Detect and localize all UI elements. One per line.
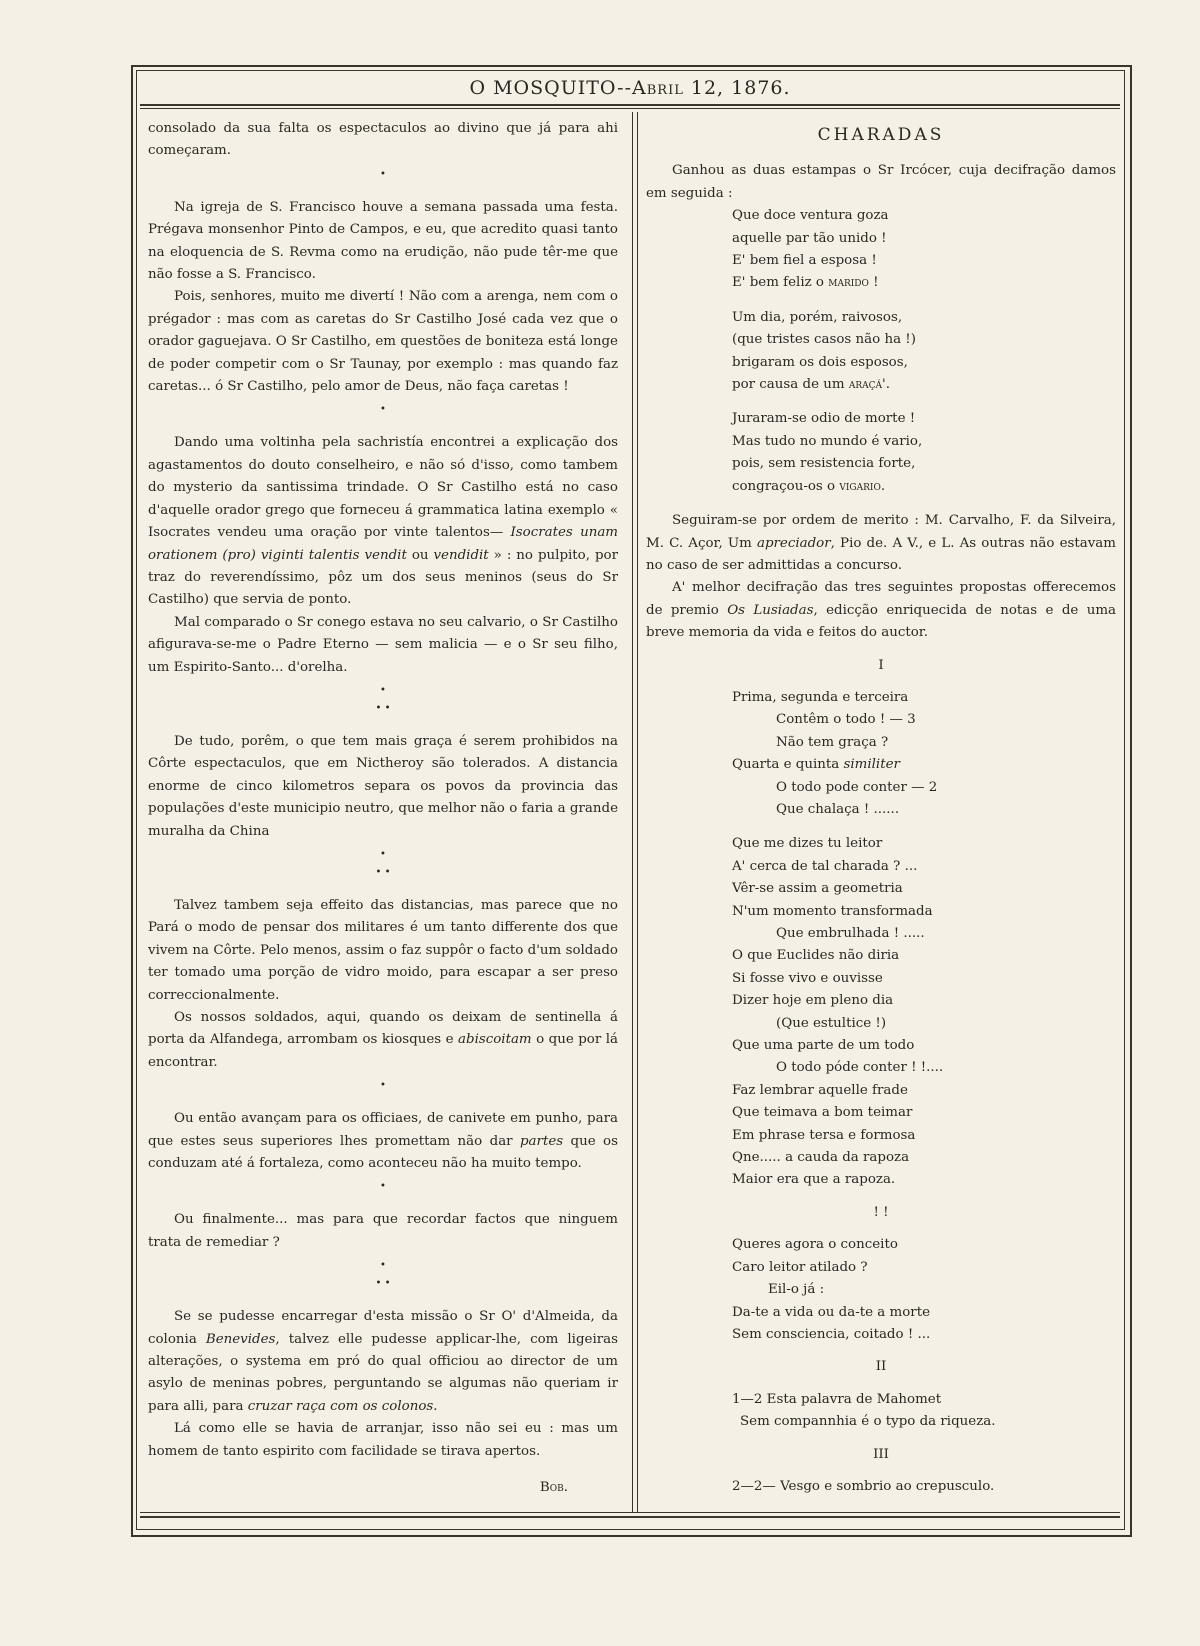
text-run: congraçou-os o	[732, 478, 840, 494]
verse-line: 1—2 Esta palavra de Mahomet	[732, 1391, 942, 1407]
verse-line: O todo póde conter ! !....	[776, 1060, 944, 1076]
paragraph: Na igreja de S. Francisco houve a semana passada uma festa. Prégava monsenhor Pinto de Campos, e eu, que acredito quasi tanto na eloquencia de S. Revma como na erudição, não pude têr-me que não fosse a S. Francisco.	[148, 199, 618, 283]
text-run: » : no pulpito, por traz do reverendíssimo, pôz um dos seus meninos (seus do Sr Castilho) que servia de ponto.	[148, 547, 619, 608]
verse-line: Sem consciencia, coitado ! ...	[732, 1326, 931, 1342]
paragraph	[148, 1306, 618, 1418]
exclamation-line: ! !	[873, 1204, 889, 1220]
section-separator: •	[380, 1260, 386, 1272]
text-run: por causa de um	[732, 377, 849, 393]
text-run: Ou então avançam para os officiaes, de canivete em punho, para que estes seus superiores lhes promettam não dar	[148, 1111, 618, 1149]
verse-line: Que doce ventura goza	[732, 208, 889, 224]
section-separator: • •	[375, 866, 391, 878]
text-run: , talvez elle pudesse applicar-lhe, com ligeiras alterações, o systema em pró do qual officiou ao director de um asylo de meninas pobres, perguntando se algumas não queriam ir para alli, para	[148, 1331, 618, 1414]
charade-number: I	[878, 657, 884, 673]
verse-line: (que tristes casos não ha !)	[732, 332, 916, 348]
paragraph: Ganhou as duas estampas o Sr Ircócer, cuja decifração damos em seguida :	[646, 163, 1116, 201]
text-run: Quarta e quinta	[732, 757, 844, 773]
verse-line: Qne..... a cauda da rapoza	[732, 1150, 910, 1166]
small-caps-text: marido	[828, 275, 869, 291]
text-run: , Pio de. A V., e L. As outras não estavam no caso de ser admittidas a concurso.	[646, 535, 1116, 573]
author-signature: Bob.	[539, 1480, 568, 1496]
header-rule-thin	[140, 108, 1120, 109]
verse-line: Juraram-se odio de morte !	[732, 411, 916, 427]
section-separator: •	[380, 1181, 386, 1193]
charade-number: III	[873, 1446, 889, 1462]
italic-text: Isocrates unam orationem (pro) viginti talentis vendit	[148, 525, 618, 563]
italic-text: vendidit	[433, 547, 489, 563]
verse-line	[732, 374, 1116, 396]
text-run: ou	[406, 547, 434, 563]
paragraph: Mal comparado o Sr conego estava no seu calvario, o Sr Castilho afigurava-se-me o Padre Eterno — sem malicia — e o Sr seu filho, um Espirito-Santo... d'orelha.	[148, 614, 618, 675]
verse-line	[732, 476, 1116, 498]
paragraph	[148, 1007, 618, 1074]
verse-line: Caro leitor atilado ?	[732, 1259, 868, 1275]
verse-stanza	[646, 205, 1116, 295]
verse-line: pois, sem resistencia forte,	[732, 456, 916, 472]
text-run: o que por lá encontrar.	[148, 1032, 618, 1070]
section-title: CHARADAS	[817, 125, 945, 145]
paragraph: Talvez tambem seja effeito das distancias, mas parece que no Pará o modo de pensar dos militares é um tanto differente dos que vivem na Côrte. Pelo menos, assim o faz suppôr o facto d'um soldado ter tomado uma porção de vidro moido, para escapar a ser preso correccionalmente.	[148, 897, 618, 1003]
paragraph	[148, 1108, 618, 1175]
text-run: Seguiram-se por ordem de merito : M. Carvalho, F. da Silveira, M. C. Açor, Um	[646, 513, 1116, 551]
verse-line: Que chalaça ! ......	[776, 801, 900, 817]
paragraph	[646, 577, 1116, 644]
verse-line: Si fosse vivo e ouvisse	[732, 970, 883, 986]
text-run: !	[868, 275, 879, 291]
verse-line: brigaram os dois esposos,	[732, 354, 908, 370]
text-run: , edicção enriquecida de notas e de uma breve memoria da vida e feitos do auctor.	[646, 602, 1116, 641]
verse-line: Maior era que a rapoza.	[732, 1172, 896, 1188]
italic-text: similiter	[843, 757, 900, 773]
verse-line: Que embrulhada ! .....	[776, 926, 925, 941]
verse-line: (Que estultice !)	[776, 1015, 887, 1031]
verse-line: Que me dizes tu leitor	[732, 836, 883, 852]
text-run: Os nossos soldados, aqui, quando os deixam de sentinella á porta da Alfandega, arrombam os kiosques e	[148, 1010, 618, 1048]
section-separator: •	[380, 404, 386, 416]
italic-text: apreciador	[756, 535, 831, 551]
text-run: Dando uma voltinha pela sachristía encontrei a explicação dos agastamentos do douto conselheiro, e não só d'isso, como tambem do mysterio da santissima trindade. O Sr Castilho está no caso d'aquelle orador grego que forneceu á grammatica latina exemplo « Isocrates vendeu uma oração por vinte talentos—	[148, 435, 618, 541]
section-separator: • •	[375, 702, 391, 714]
verse-line: aquelle par tão unido !	[732, 230, 887, 246]
verse-line: Da-te a vida ou da-te a morte	[732, 1304, 930, 1320]
verse-line: Contêm o todo ! — 3	[776, 712, 916, 728]
verse-line: O todo pode conter — 2	[776, 779, 938, 795]
charade-verse	[646, 833, 1116, 1192]
verse-stanza	[646, 307, 1116, 397]
section-separator: •	[380, 848, 386, 860]
text-run: que os conduzam até á fortaleza, como aconteceu não ha muito tempo.	[148, 1133, 618, 1172]
charade-verse	[646, 687, 1116, 821]
publication-month: Abril	[632, 77, 684, 99]
section-separator: • •	[375, 1278, 391, 1290]
italic-text: partes	[519, 1133, 564, 1149]
italic-text: Benevides	[205, 1331, 276, 1347]
publication-name: O MOSQUITO--	[469, 77, 632, 99]
publication-date: 12, 1876.	[683, 77, 791, 99]
verse-line: Mas tudo no mundo é vario,	[732, 433, 923, 449]
charade-verse	[646, 1476, 1116, 1498]
italic-text: Os Lusiadas	[727, 602, 814, 618]
verse-line: Faz lembrar aquelle frade	[732, 1082, 908, 1098]
paragraph	[646, 510, 1116, 577]
paragraph: Ou finalmente... mas para que recordar factos que ninguem trata de remediar ?	[148, 1212, 618, 1250]
small-caps-text: vigario	[839, 478, 881, 494]
verse-line: Que uma parte de um todo	[732, 1038, 915, 1054]
verse-line: Um dia, porém, raivosos,	[732, 309, 903, 325]
charade-number: II	[875, 1359, 887, 1375]
verse-line: Eil-o já :	[768, 1282, 825, 1298]
verse-line: Em phrase tersa e formosa	[732, 1127, 916, 1143]
text-run: .	[880, 478, 886, 494]
verse-line: Vêr-se assim a geometria	[732, 881, 903, 897]
paragraph: Lá como elle se havia de arranjar, isso não sei eu : mas um homem de tanto espirito com facilidade se tirava apertos.	[148, 1421, 618, 1459]
verse-line: N'um momento transformada	[732, 903, 933, 919]
verse-line: A' cerca de tal charada ? ...	[732, 858, 918, 874]
verse-stanza	[646, 408, 1116, 498]
column-divider-inner	[637, 112, 638, 1512]
paragraph: De tudo, porêm, o que tem mais graça é serem prohibidos na Côrte espectaculos, que em Nictheroy são tolerados. A distancia enorme de cinco kilometros separa os povos da provincia das populações d'este municipio neutro, que melhor não o faria a grande muralha da China	[148, 733, 618, 839]
text-run: Se se pudesse encarregar d'esta missão o Sr O' d'Almeida, da colonia	[148, 1309, 618, 1347]
verse-line	[732, 754, 1116, 776]
verse-line: Prima, segunda e terceira	[732, 689, 909, 705]
left-column	[148, 118, 618, 1500]
paragraph	[148, 432, 618, 611]
footer-rule	[140, 1516, 1120, 1518]
masthead	[140, 74, 1120, 102]
text-run: A' melhor decifração das tres seguintes propostas offerecemos de premio	[646, 580, 1116, 618]
verse-line: Dizer hoje em pleno dia	[732, 993, 894, 1009]
verse-line: Não tem graça ?	[776, 734, 889, 750]
small-caps-text: araçá	[848, 377, 883, 393]
italic-text: cruzar raça com os colonos.	[247, 1398, 438, 1414]
footer-rule-thin	[140, 1512, 1120, 1513]
verse-line: O que Euclides não diria	[732, 948, 900, 964]
section-separator: •	[380, 684, 386, 696]
right-column	[646, 118, 1116, 1498]
verse-line	[732, 272, 1116, 294]
italic-text: abiscoitam	[458, 1032, 532, 1048]
verse-line: 2—2— Vesgo e sombrio ao crepusculo.	[732, 1478, 995, 1494]
header-rule	[140, 104, 1120, 106]
text-run: E' bem feliz o	[732, 275, 829, 291]
text-run: '.	[882, 377, 890, 393]
verse-line: Que teimava a bom teimar	[732, 1105, 913, 1121]
paragraph: Pois, senhores, muito me divertí ! Não com a arenga, nem com o prégador : mas com as caretas do Sr Castilho José cada vez que o orador gaguejava. O Sr Castilho, em questões de boniteza está longe de poder competir com o Sr Taunay, por exemplo : mas quando faz caretas... ó Sr Castilho, pelo amor de Deus, não faça caretas !	[148, 289, 618, 395]
charade-verse	[646, 1389, 1116, 1434]
charade-verse	[646, 1234, 1116, 1346]
section-separator: •	[380, 168, 386, 180]
paragraph: consolado da sua falta os espectaculos ao divino que já para ahi começaram.	[148, 121, 618, 159]
verse-line: Queres agora o conceito	[732, 1237, 898, 1253]
column-divider	[632, 112, 633, 1512]
section-separator: •	[380, 1080, 386, 1092]
verse-line: Sem compannhia é o typo da riqueza.	[740, 1414, 996, 1430]
verse-line: E' bem fiel a esposa !	[732, 253, 877, 269]
